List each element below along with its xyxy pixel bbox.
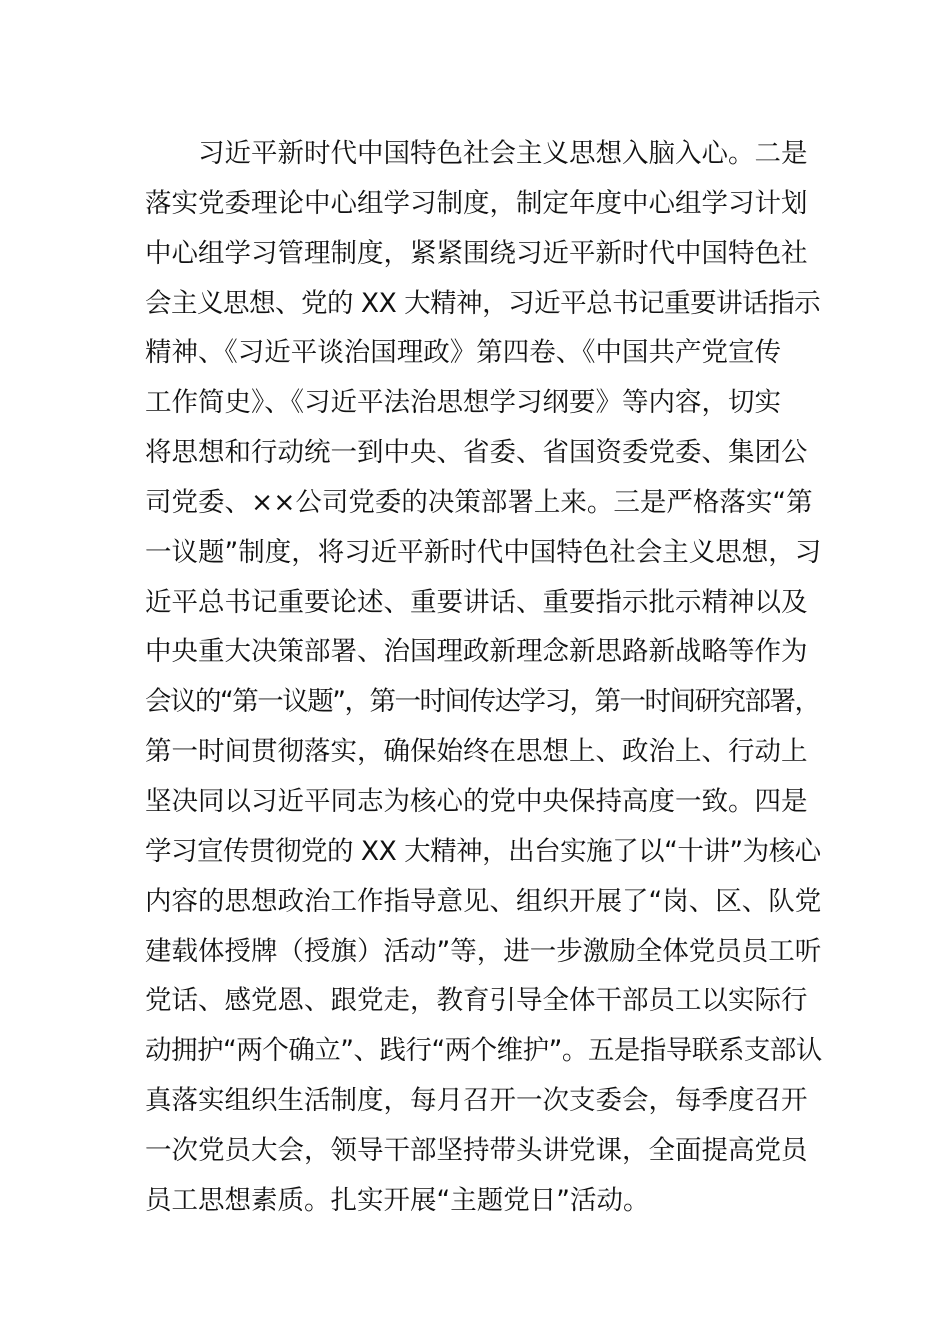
paragraph-line: 员工思想素质。扎实开展“主题党日”活动。 bbox=[145, 1184, 650, 1216]
paragraph-line: 落实党委理论中心组学习制度，制定年度中心组学习计划 bbox=[145, 187, 808, 219]
paragraph-line: 精神、《习近平谈治国理政》第四卷、《中国共产党宣传 bbox=[145, 337, 781, 369]
paragraph-line: 第一时间贯彻落实，确保始终在思想上、政治上、行动上 bbox=[145, 736, 808, 768]
paragraph-line: 将思想和行动统一到中央、省委、省国资委党委、集团公 bbox=[145, 437, 808, 469]
paragraph-line: 党话、感党恩、跟党走，教育引导全体干部员工以实际行 bbox=[145, 985, 808, 1017]
paragraph-line: 动拥护“两个确立”、践行“两个维护”。五是指导联系支部认 bbox=[145, 1035, 822, 1067]
paragraph-line: 一次党员大会，领导干部坚持带头讲党课，全面提高党员 bbox=[145, 1134, 808, 1166]
paragraph-line: 中央重大决策部署、治国理政新理念新思路新战略等作为 bbox=[145, 636, 808, 668]
paragraph-line: 会主义思想、党的 XX 大精神，习近平总书记重要讲话指示 bbox=[145, 287, 821, 319]
paragraph-line: 内容的思想政治工作指导意见、组织开展了“岗、区、队党 bbox=[145, 885, 822, 917]
paragraph-line: 会议的“第一议题”，第一时间传达学习，第一时间研究部署， bbox=[145, 686, 820, 718]
body-paragraph bbox=[145, 129, 845, 1226]
paragraph-line: 近平总书记重要论述、重要讲话、重要指示批示精神以及 bbox=[145, 586, 808, 618]
paragraph-line: 学习宣传贯彻党的 XX 大精神，出台实施了以“十讲”为核心 bbox=[145, 835, 821, 867]
paragraph-line: 建载体授牌（授旗）活动”等，进一步激励全体党员员工听 bbox=[145, 935, 822, 967]
paragraph-line: 习近平新时代中国特色社会主义思想入脑入心。二是 bbox=[198, 138, 808, 169]
paragraph-line: 坚决同以习近平同志为核心的党中央保持高度一致。四是 bbox=[145, 785, 808, 817]
paragraph-line: 中心组学习管理制度，紧紧围绕习近平新时代中国特色社 bbox=[145, 237, 808, 269]
paragraph-line: 真落实组织生活制度，每月召开一次支委会，每季度召开 bbox=[145, 1085, 808, 1117]
paragraph-line: 司党委、××公司党委的决策部署上来。三是严格落实“第 bbox=[145, 486, 813, 518]
paragraph-line: 一议题”制度，将习近平新时代中国特色社会主义思想，习 bbox=[145, 536, 822, 568]
paragraph-line: 工作简史》、《习近平法治思想学习纲要》等内容，切实 bbox=[145, 387, 781, 419]
